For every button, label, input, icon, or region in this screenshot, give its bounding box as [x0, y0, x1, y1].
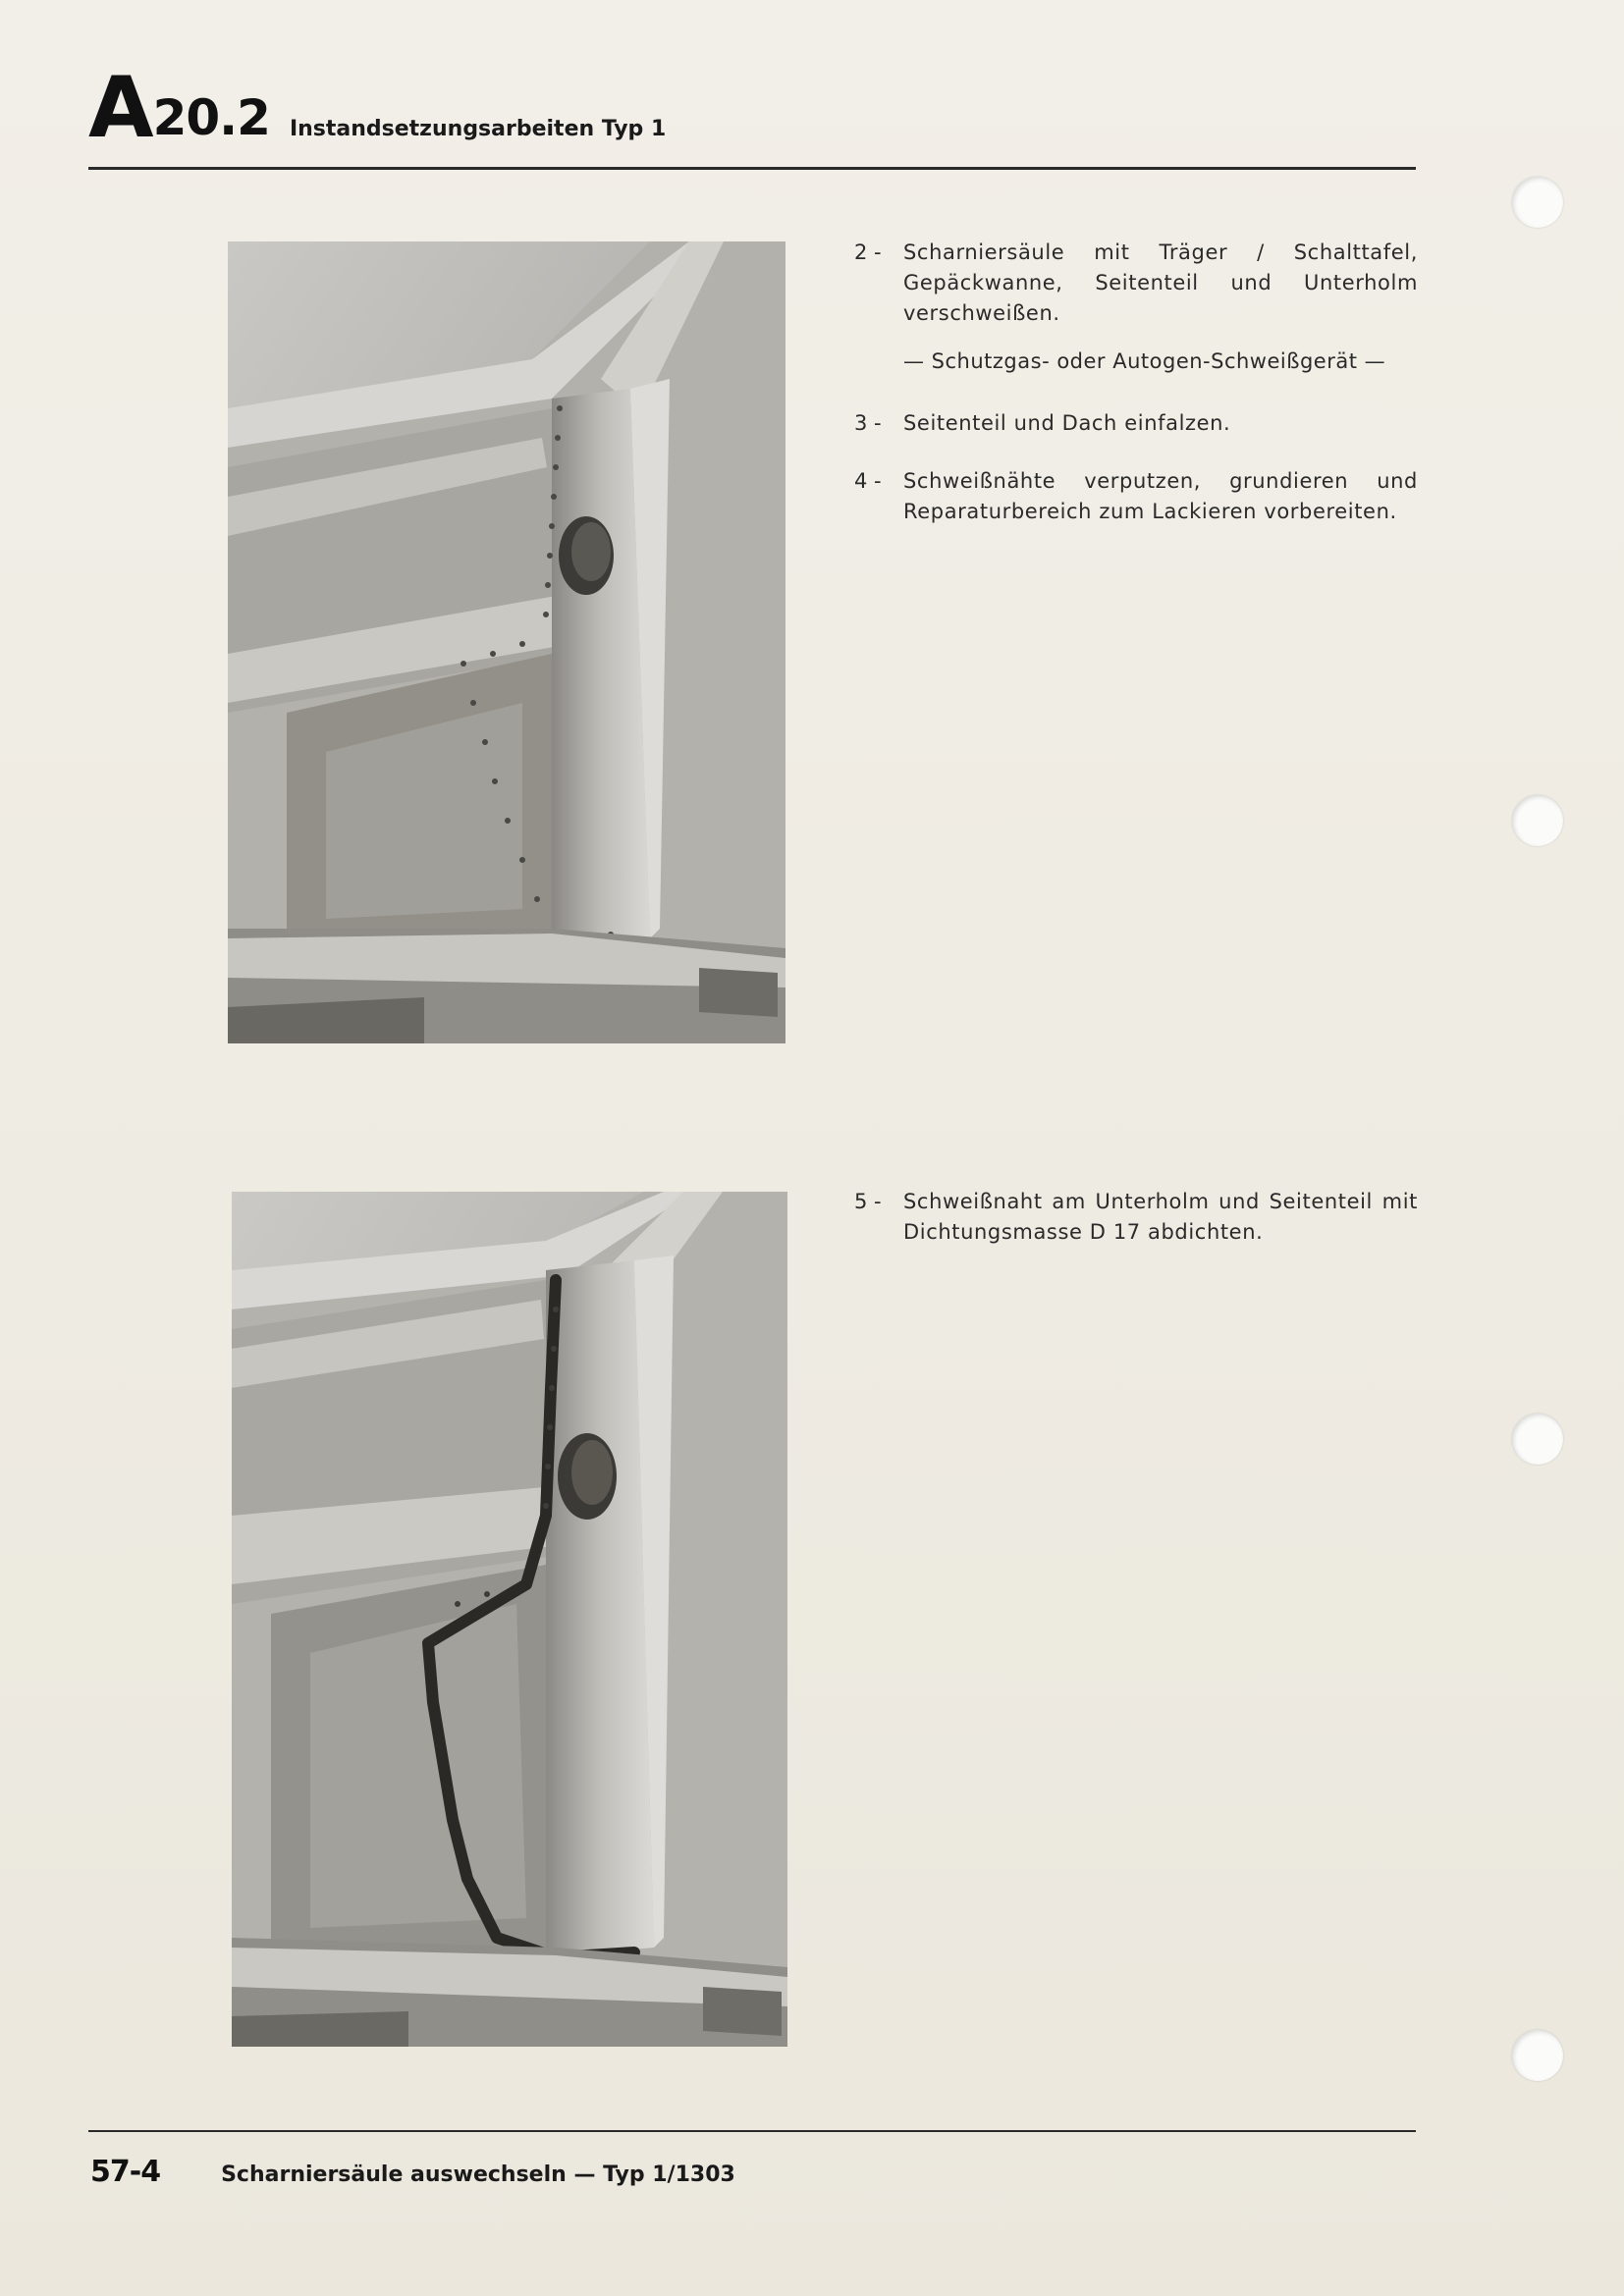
page-header — [88, 59, 667, 157]
step-number: 5 - — [854, 1190, 882, 1213]
footer-title: Scharniersäule auswechseln — Typ 1/1303 — [221, 2163, 735, 2187]
step-text: Seitenteil und Dach einfalzen. — [903, 411, 1231, 435]
instruction-steps-top — [854, 238, 1418, 555]
punch-hole — [1512, 795, 1563, 846]
photo-hinge-pillar-sealed — [232, 1192, 787, 2047]
equipment-note: — Schutzgas- oder Autogen-Schweißgerät — — [903, 349, 1386, 373]
step-number: 3 - — [854, 411, 882, 435]
step-item — [854, 238, 1418, 329]
step-text: Schweißnaht am Unterholm und Seitenteil mit Dichtungsmasse D 17 abdichten. — [903, 1190, 1418, 1244]
step-number: 4 - — [854, 469, 882, 493]
instruction-steps-bottom — [854, 1187, 1418, 1275]
section-letter: A — [88, 59, 151, 157]
step-item — [854, 408, 1418, 439]
step-item — [854, 1187, 1418, 1248]
footer-rule — [88, 2130, 1416, 2132]
punch-hole — [1512, 1414, 1563, 1465]
header-rule — [88, 167, 1416, 170]
step-text: Schweißnähte verputzen, grundieren und Reparaturbereich zum Lackieren vorbereiten. — [903, 469, 1418, 523]
page-number: 57-4 — [90, 2155, 161, 2189]
photo-hinge-pillar-welded-drawing — [228, 241, 785, 1043]
step-number: 2 - — [854, 240, 882, 264]
section-number: 20.2 — [152, 89, 270, 146]
section-title: Instandsetzungsarbeiten Typ 1 — [289, 117, 667, 141]
page-footer — [90, 2155, 735, 2189]
photo-hinge-pillar-welded — [228, 241, 785, 1043]
punch-hole — [1512, 177, 1563, 228]
punch-hole — [1512, 2030, 1563, 2081]
photo-hinge-pillar-sealed-drawing — [232, 1192, 787, 2047]
step-item — [854, 466, 1418, 527]
step-text: Scharniersäule mit Träger / Schalttafel, Gepäckwanne, Seitenteil und Unterholm verschweißen. — [903, 240, 1418, 325]
